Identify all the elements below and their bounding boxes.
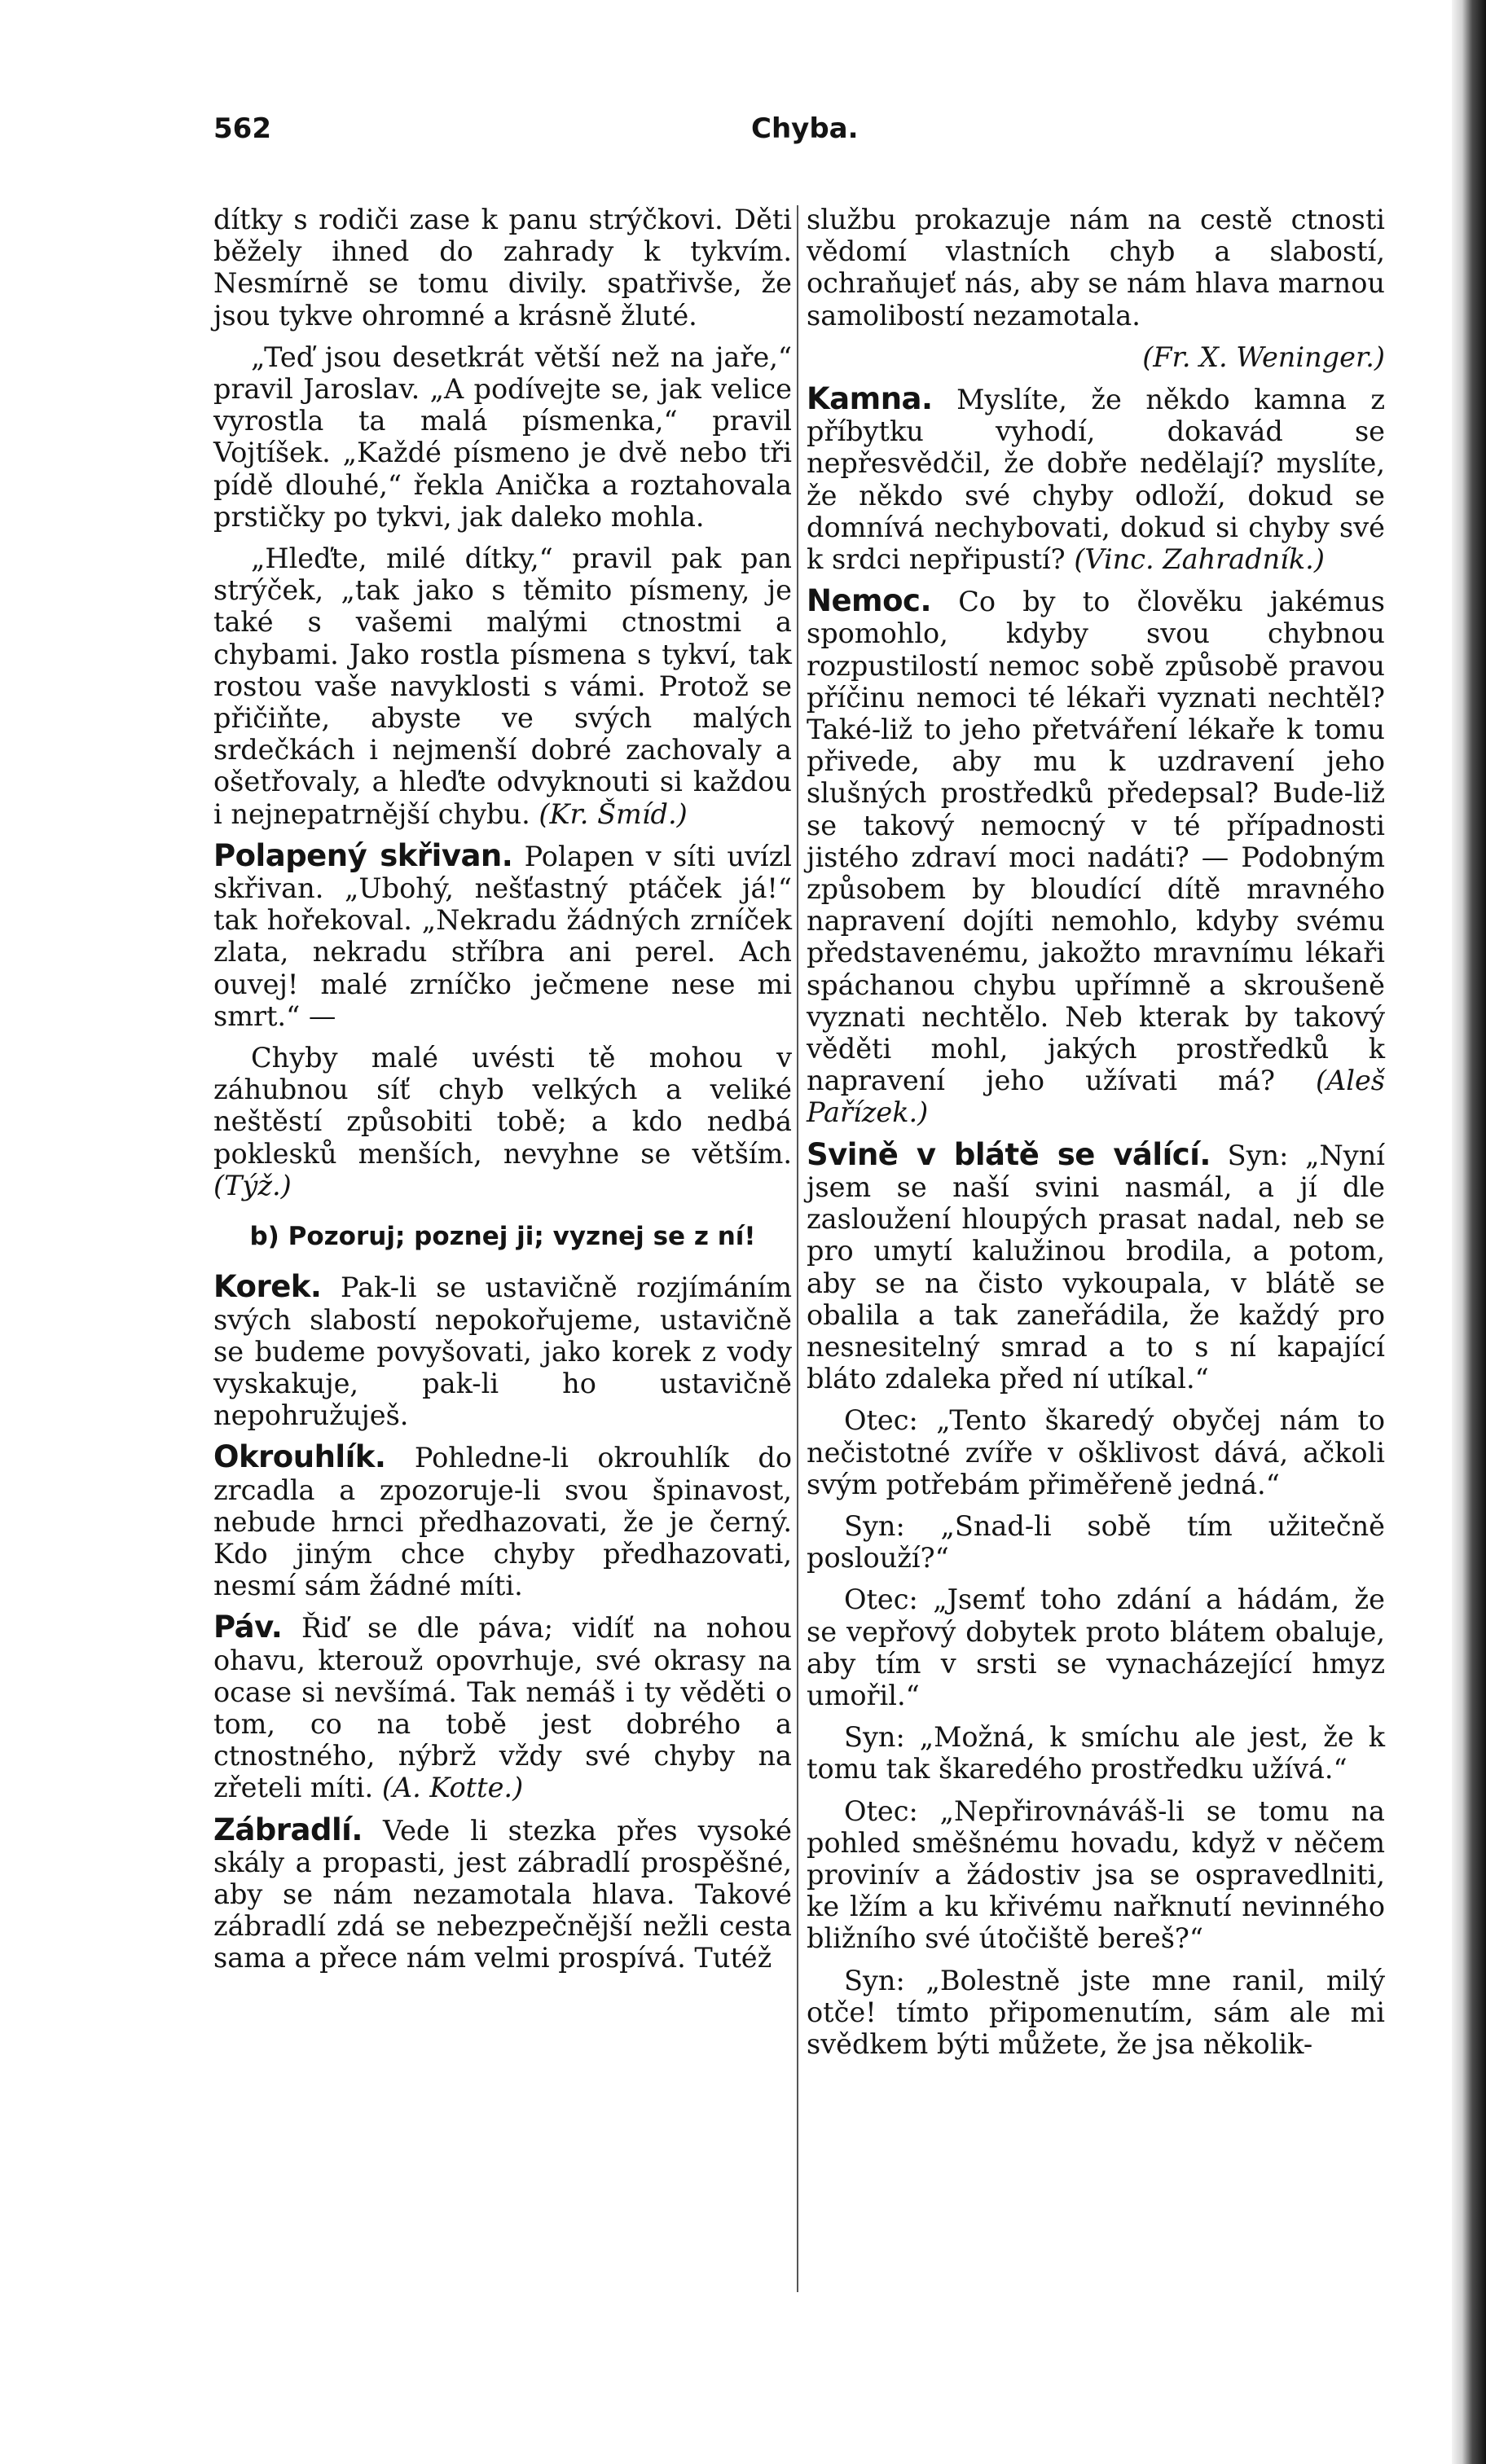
source-citation: (Fr. X. Weninger.) (1142, 340, 1385, 373)
source-citation: (Vinc. Zahradník.) (1074, 543, 1325, 576)
dialogue-line: Otec: „Tento škaredý obyčej nám to nečistotné zvíře v ošklivost dává, ačkoli svým potřebám přiměřeně jedná.“ (807, 1404, 1385, 1500)
entry-heading: Polapený skřivan. (213, 837, 513, 873)
right-column (807, 204, 1385, 2060)
entry: Okrouhlík. Pohledne-li okrouhlík do zrcadla a zpozoruje-li svou špinavost, nebude hrnci předhazovati, že je černý. Kdo jiným chce chyby předhazovati, nesmí sám žádné míti. (213, 1439, 792, 1602)
entry-heading: Kamna. (807, 381, 933, 417)
entry: Svině v blátě se válící. Syn: „Nyní jsem se naší svini nasmál, a jí dle zasloužení hloupých prasat nadal, neb se pro umytí kalužinou brodila, a potom, aby se na čisto vykoupala, v blátě se obalila a tak zaneřádila, že každý pro nesnesitelný smrad a to s ní kapající bláto zdaleka před ní utíkal.“ (807, 1136, 1385, 1395)
entry-heading: Páv. (213, 1610, 283, 1645)
entry: Polapený skřivan. Polapen v síti uvízl skřivan. „Ubohý, nešťastný ptáček já!“ tak hořekoval. „Nekradu žádných zrníček zlata, nekradu stříbra ani perel. Ach ouvej! malé zrníčko ječmene nese mi smrt.“ — (213, 837, 793, 1032)
section-heading: b) Pozoruj; poznej ji; vyznej se z ní! (249, 1222, 756, 1252)
paragraph: „Teď jsou desetkrát větší než na jaře,“ pravil Jaroslav. „A podívejte se, jak velice vyrostla ta malá písmenka,“ pravil Vojtíšek. „Každé písmeno je dvě nebo tři pídě dlouhé,“ řekla Anička a roztahovala prstičky po tykvi, jak daleko mohla. (213, 340, 792, 533)
entry-heading: Nemoc. (807, 583, 932, 619)
page-edge-shadow (1452, 0, 1486, 2464)
paragraph: dítky s rodiči zase k panu strýčkovi. Děti běžely ihned do zahrady k tykvím. Nesmírně se tomu divily. spatřivše, že jsou tykve ohromné a krásně žluté. (213, 204, 792, 332)
entry: Páv. Řiď se dle páva; vidíť na nohou ohavu, kterouž opovrhuje, své okrasy na ocase si nevšímá. Tak nemáš i ty věděti o tom, co na tobě jest dobrého a ctnostného, nýbrž vždy své chyby na zřeteli míti. (A. Kotte.) (213, 1610, 792, 1804)
source-citation: (Kr. Šmíd.) (539, 797, 688, 830)
paragraph: Chyby malé uvésti tě mohou v záhubnou síť chyb velkých a veliké neštěstí způsobiti tobě; a kdo nedbá poklesků menších, nevyhne se větším. (Týž.) (213, 1042, 792, 1201)
source-citation: (Aleš Pařízek.) (807, 1065, 1385, 1129)
left-column (213, 204, 792, 1974)
paragraph: službu prokazuje nám na cestě ctnosti vědomí vlastních chyb a slabostí, ochraňujeť nás, aby se nám hlava marnou samolibostí nezamotala. (807, 204, 1385, 332)
running-head: Chyba. (751, 112, 859, 145)
entry: Zábradlí. Vede li stezka přes vysoké skály a propasti, jest zábradlí prospěšné, aby se nám nezamotala hlava. Takové zábradlí zdá se nebezpečnější nežli cesta sama a přece nám velmi prospívá. Tutéž (213, 1812, 792, 1974)
entry: Korek. Pak-li se ustavičně rozjímáním svých slabostí nepokořujeme, ustavičně se budeme povyšovati, jako korek z vody vyskakuje, pak-li ho ustavičně nepohružuješ. (213, 1269, 792, 1432)
dialogue-line: Syn: „Bolestně jste mne ranil, milý otče! tímto připomenutím, sám ale mi svědkem býti můžete, že jsa několik- (807, 1964, 1385, 2060)
dialogue-line: Syn: „Možná, k smíchu ale jest, že k tomu tak škaredého prostředku užívá.“ (807, 1721, 1385, 1785)
entry-heading: Korek. (213, 1269, 322, 1305)
page-number: 562 (213, 112, 271, 145)
entry-heading: Svině v blátě se válící. (807, 1136, 1211, 1172)
paragraph: „Hleďte, milé dítky,“ pravil pak pan strýček, „tak jako s těmito písmeny, je také s vašemi malými ctnostmi a chybami. Jako rostla písmena s tykví, tak rostou vaše navyklosti s vámi. Protož se přičiňte, abyste ve svých malých srdečkách i nejmenší dobré zachovaly a ošetřovaly, a hleďte odvyknouti si každou i nejnepatrnější chybu. (Kr. Šmíd.) (213, 542, 792, 830)
source-citation: (Týž.) (213, 1169, 292, 1201)
source-citation: (A. Kotte.) (381, 1772, 524, 1804)
entry-heading: Okrouhlík. (213, 1439, 386, 1475)
dialogue-line: Otec: „Nepřirovnáváš-li se tomu na pohled směšnému hovadu, když v něčem provinív a žádostiv jsa se ospravedlniti, ke lžím a ku křivému nařknutí nevinného bližního své útočiště bereš?“ (807, 1794, 1385, 1955)
entry: Kamna. Myslíte, že někdo kamna z příbytku vyhodí, dokavád se nepřesvědčil, že dobře nedělají? myslíte, že někdo své chyby odloží, dokud se domnívá nechybovati, dokud si chyby své k srdci nepřipustí? (Vinc. Zahradník.) (807, 381, 1385, 576)
entry-heading: Zábradlí. (213, 1812, 363, 1847)
column-divider (797, 205, 798, 2292)
entry: Nemoc. Co by to člověku jakémus spomohlo, kdyby svou chybnou rozpustilostí nemoc sobě způsobě pravou příčinu nemoci té lékaři vyznati nechtěl? Také-liž to jeho přetváření lékaře k tomu přivede, aby mu k uzdravení jeho slušných prostředků předepsal? Bude-liž se takový nemocný v té případnosti jistého zdraví moci nadáti? — Podobným způsobem by bloudící dítě mravného napravení dojíti nemohlo, kdyby svému představenému, jakožto mravnímu lékaři spáchanou chybu upřímně a skroušeně vyznati nechtělo. Neb kterak by takový věděti mohl, jakých prostředků k napravení jeho užívati má? (Aleš Pařízek.) (807, 583, 1386, 1129)
paragraph (807, 341, 1385, 373)
dialogue-line: Syn: „Snad-li sobě tím užitečně poslouží?“ (807, 1509, 1385, 1575)
dialogue-line: Otec: „Jsemť toho zdání a hádám, že se vepřový dobytek proto blátem obaluje, aby tím v srsti se vynacházející hmyz umořil.“ (807, 1583, 1385, 1711)
page-header (213, 112, 1387, 161)
